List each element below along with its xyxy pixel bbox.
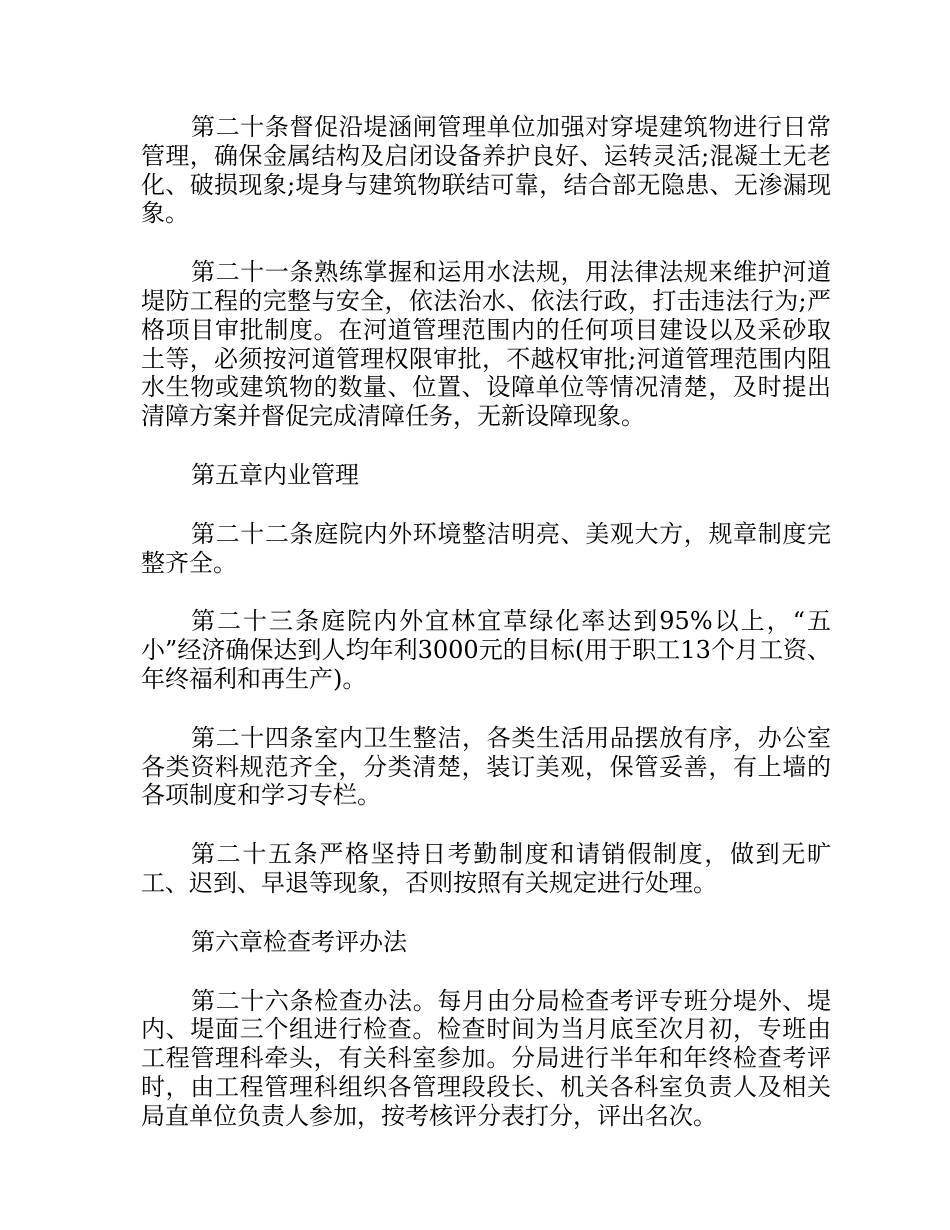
article-23-paragraph: 第二十三条庭院内外宜林宜草绿化率达到95%以上，“五小”经济确保达到人均年利3000元的目标(用于职工13个月工资、年终福利和再生产)。 (141, 607, 831, 693)
article-25-paragraph: 第二十五条严格坚持日考勤制度和请销假制度，做到无旷工、迟到、早退等现象，否则按照有关规定进行处理。 (141, 840, 831, 897)
article-24-paragraph: 第二十四条室内卫生整洁，各类生活用品摆放有序，办公室各类资料规范齐全，分类清楚，装订美观，保管妥善，有上墙的各项制度和学习专栏。 (141, 723, 831, 810)
article-26-paragraph: 第二十六条检查办法。每月由分局检查考评专班分堤外、堤内、堤面三个组进行检查。检查时间为当月底至次月初，专班由工程管理科牵头，有关科室参加。分局进行半年和年终检查考评时，由工程管理科组织各管理段段长、机关各科室负责人及相关局直单位负责人参加，按考核评分表打分，评出名次。 (141, 986, 831, 1130)
article-21-paragraph: 第二十一条熟练掌握和运用水法规，用法律法规来维护河道堤防工程的完整与安全，依法治水、依法行政，打击违法行为;严格项目审批制度。在河道管理范围内的任何项目建设以及采砂取土等，必须按河道管理权限审批，不越权审批;河道管理范围内阻水生物或建筑物的数量、位置、设障单位等情况清楚，及时提出清障方案并督促完成清障任务，无新设障现象。 (141, 258, 831, 431)
chapter-6-heading: 第六章检查考评办法 (191, 927, 407, 956)
document-body (141, 113, 831, 1161)
article-22-paragraph: 第二十二条庭院内外环境整洁明亮、美观大方，规章制度完整齐全。 (141, 519, 831, 577)
chapter-5-heading: 第五章内业管理 (191, 460, 359, 489)
article-20-paragraph: 第二十条督促沿堤涵闸管理单位加强对穿堤建筑物进行日常管理，确保金属结构及启闭设备养护良好、运转灵活;混凝土无老化、破损现象;堤身与建筑物联结可靠，结合部无隐患、无渗漏现象。 (141, 113, 831, 228)
